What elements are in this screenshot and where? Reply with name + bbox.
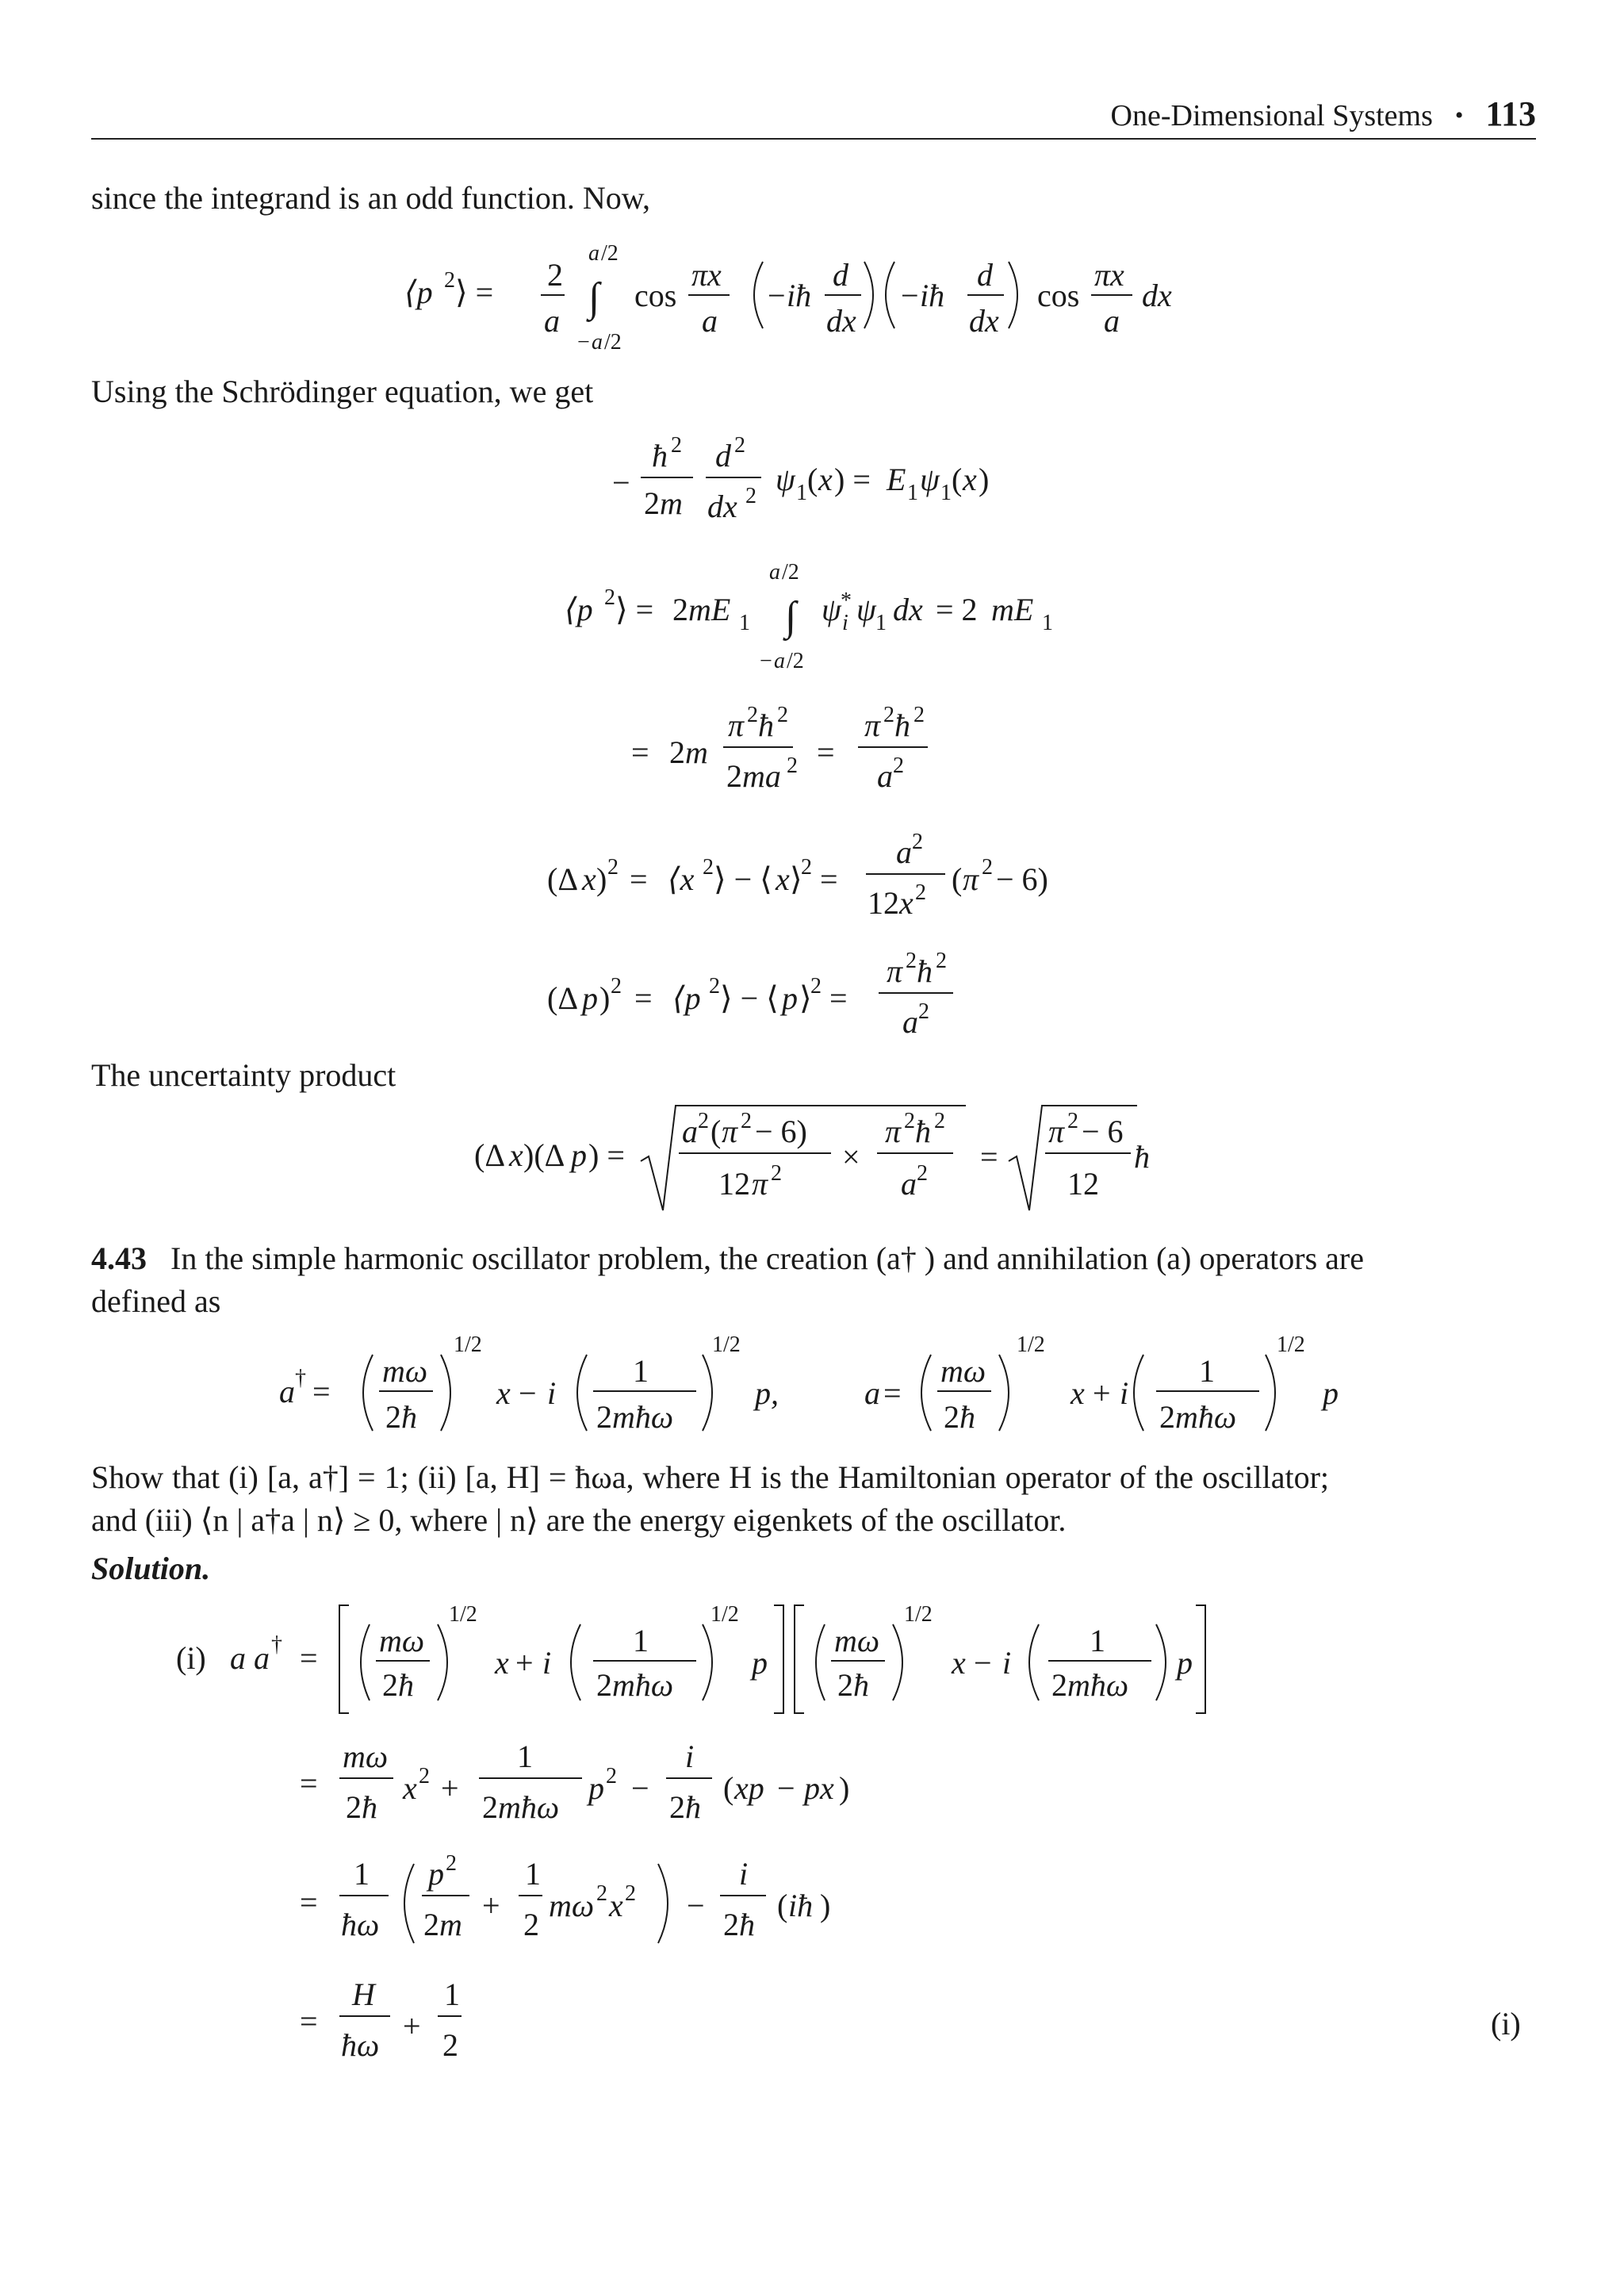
svg-text:2: 2 (703, 855, 714, 880)
problem-number: 4.43 (91, 1240, 147, 1276)
svg-text:2: 2 (596, 1399, 612, 1435)
intro-line: since the integrand is an odd function. Now, (91, 180, 651, 216)
svg-text:2: 2 (644, 485, 660, 521)
svg-text:+: + (1093, 1375, 1111, 1411)
show-that-statement (91, 1456, 1536, 1542)
equation-tag-i: (i) (1491, 2006, 1521, 2042)
svg-text:2: 2 (747, 703, 758, 727)
svg-text:(: ( (777, 1888, 788, 1923)
svg-text:a: a (592, 330, 603, 355)
svg-text:m: m (660, 485, 683, 521)
svg-text:π: π (722, 1114, 738, 1149)
svg-text:(: ( (952, 462, 963, 497)
svg-text:πx: πx (691, 257, 722, 293)
svg-text:=: = (829, 980, 848, 1016)
svg-text:): ) (596, 861, 607, 897)
svg-text:π: π (1048, 1114, 1065, 1149)
svg-text:∫: ∫ (785, 594, 797, 639)
svg-text:⟨p: ⟨p (565, 592, 593, 627)
svg-text:ħ: ħ (915, 1114, 931, 1149)
svg-text:×: × (842, 1139, 860, 1175)
svg-text:∫: ∫ (588, 275, 600, 320)
svg-text:a a: a a (230, 1640, 270, 1676)
svg-text:1: 1 (1042, 611, 1053, 635)
svg-text:1: 1 (517, 1739, 533, 1774)
svg-text:d: d (833, 257, 848, 293)
svg-text:1/2: 1/2 (712, 1332, 741, 1357)
svg-text:a: a (1104, 303, 1120, 339)
svg-text:⟩ =: ⟩ = (615, 592, 654, 627)
svg-text:12: 12 (868, 885, 899, 921)
svg-text:ħω: ħω (341, 1907, 380, 1942)
svg-text:p,: p, (755, 1375, 779, 1411)
svg-text:2: 2 (883, 703, 894, 727)
svg-text:π: π (885, 1114, 902, 1149)
svg-text:−: − (519, 1375, 537, 1411)
equation-p2-result (0, 698, 1624, 809)
svg-text:a: a (769, 560, 780, 585)
svg-text:2: 2 (726, 758, 742, 794)
svg-text:1: 1 (633, 1623, 649, 1658)
svg-text:2: 2 (596, 1881, 607, 1906)
svg-text:2: 2 (745, 484, 756, 508)
svg-text:=: = (300, 2003, 318, 2039)
svg-text:1: 1 (633, 1353, 649, 1389)
equation-solution-line-4 (0, 1964, 1624, 2075)
svg-text:1: 1 (739, 611, 750, 635)
svg-text:2: 2 (1051, 1667, 1067, 1703)
svg-text:dx: dx (1142, 278, 1172, 313)
svg-text:π: π (864, 707, 881, 743)
svg-text:2: 2 (611, 974, 622, 999)
svg-text:2: 2 (385, 1399, 401, 1435)
svg-text:i: i (542, 1645, 552, 1681)
svg-text:2: 2 (671, 433, 682, 458)
svg-text:+: + (482, 1888, 500, 1923)
svg-text:1: 1 (354, 1856, 370, 1892)
svg-text:x: x (818, 462, 833, 497)
svg-text:⟨p: ⟨p (404, 274, 433, 310)
svg-text:ħ: ħ (362, 1789, 377, 1825)
equation-schrodinger (0, 428, 1624, 539)
svg-text:(Δ: (Δ (547, 861, 579, 897)
using-line: Using the Schrödinger equation, we get (91, 374, 594, 409)
svg-text:ma: ma (742, 758, 781, 794)
svg-text:p: p (582, 980, 598, 1016)
svg-text:a: a (902, 1004, 918, 1040)
svg-text:2: 2 (596, 1667, 612, 1703)
svg-text:d: d (715, 438, 731, 473)
svg-text:2: 2 (917, 1161, 928, 1186)
svg-text:x: x (582, 861, 596, 897)
svg-text:1: 1 (907, 481, 918, 505)
svg-text:2: 2 (482, 1789, 498, 1825)
svg-text:x: x (1071, 1375, 1085, 1411)
svg-text:i: i (842, 611, 848, 635)
svg-text:) =: ) = (588, 1137, 625, 1173)
svg-text:ħ: ħ (1134, 1139, 1150, 1175)
svg-text:p: p (428, 1856, 444, 1892)
svg-text:=: = (817, 734, 835, 770)
svg-text:mħω: mħω (612, 1667, 674, 1703)
svg-text:a: a (774, 649, 785, 673)
svg-text:): ) (839, 1770, 850, 1806)
svg-text:p: p (752, 1645, 768, 1681)
svg-text:a: a (901, 1166, 917, 1202)
svg-text:2: 2 (914, 703, 925, 727)
svg-text:−: − (974, 1645, 992, 1681)
svg-text:a: a (864, 1375, 880, 1411)
svg-text:/2: /2 (782, 560, 799, 585)
svg-text:E: E (887, 462, 906, 497)
svg-text:=: = (300, 1640, 318, 1676)
svg-text:−: − (612, 465, 630, 500)
svg-text:(: ( (723, 1770, 734, 1806)
svg-text:=: = (883, 1375, 902, 1411)
equation-delta-x (0, 825, 1624, 936)
svg-text:⟩ − ⟨: ⟩ − ⟨ (720, 980, 779, 1016)
svg-text:mω: mω (940, 1353, 986, 1389)
svg-text:2: 2 (669, 734, 685, 770)
svg-text:2: 2 (918, 999, 929, 1024)
svg-text:2: 2 (787, 753, 798, 778)
svg-text:2: 2 (723, 1907, 739, 1942)
svg-text:(: ( (807, 462, 818, 497)
svg-text:ψ: ψ (776, 462, 795, 497)
svg-text:1: 1 (875, 611, 887, 635)
bullet-separator: • (1454, 102, 1464, 128)
svg-text:px: px (804, 1770, 834, 1806)
svg-text:−: − (577, 330, 590, 355)
svg-text:2: 2 (982, 855, 993, 880)
svg-text:=: = (630, 861, 648, 897)
svg-text:2: 2 (423, 1907, 439, 1942)
svg-text:=: = (980, 1139, 998, 1175)
svg-text:) =: ) = (834, 462, 871, 497)
svg-text:ħ: ħ (652, 438, 668, 473)
svg-text:iħ: iħ (920, 278, 945, 313)
solution-label: Solution. (91, 1551, 211, 1586)
svg-text:2: 2 (934, 1109, 945, 1133)
svg-text:mE: mE (991, 592, 1034, 627)
svg-text:i: i (685, 1739, 695, 1774)
problem-statement (91, 1237, 1536, 1323)
svg-text:mħω: mħω (1067, 1667, 1129, 1703)
svg-text:2: 2 (1159, 1399, 1175, 1435)
svg-text:mω: mω (549, 1888, 595, 1923)
svg-text:⟩: ⟩ (799, 980, 812, 1016)
svg-text:π: π (728, 707, 745, 743)
svg-text:x: x (495, 1645, 509, 1681)
svg-text:i: i (1002, 1645, 1012, 1681)
svg-text:= 2: = 2 (936, 592, 978, 627)
svg-text:ħ: ħ (853, 1667, 869, 1703)
svg-text:1: 1 (1199, 1353, 1215, 1389)
svg-text:=: = (820, 861, 838, 897)
svg-text:iħ: iħ (787, 278, 812, 313)
svg-text:2: 2 (709, 974, 720, 999)
svg-text:1: 1 (1090, 1623, 1105, 1658)
equation-p2-energy (0, 555, 1624, 674)
svg-text:ħ: ħ (685, 1789, 701, 1825)
svg-text:mħω: mħω (612, 1399, 674, 1435)
svg-text:p: p (588, 1770, 604, 1806)
svg-text:1: 1 (796, 481, 807, 505)
svg-text:+: + (441, 1770, 459, 1806)
svg-text:−: − (760, 649, 772, 673)
svg-text:⟩: ⟩ (790, 861, 802, 897)
running-title: One-Dimensional Systems (1110, 99, 1433, 132)
svg-text:*: * (841, 589, 852, 613)
svg-text:ψ: ψ (822, 592, 841, 627)
svg-text:⟩ =: ⟩ = (455, 274, 494, 310)
svg-text:2: 2 (672, 592, 688, 627)
svg-text:− 6: − 6 (1082, 1114, 1124, 1149)
svg-text:dx: dx (826, 303, 856, 339)
svg-text:2: 2 (382, 1667, 398, 1703)
svg-text:mω: mω (379, 1623, 425, 1658)
svg-text:(: ( (710, 1114, 722, 1149)
svg-text:ħ: ħ (739, 1907, 755, 1942)
svg-text:(: ( (952, 861, 963, 897)
svg-text:2: 2 (419, 1764, 430, 1789)
page-number: 113 (1485, 94, 1536, 133)
svg-text:m: m (685, 734, 708, 770)
svg-text:)(Δ: )(Δ (523, 1137, 565, 1173)
svg-text:+: + (403, 2008, 421, 2044)
svg-text:−: − (901, 278, 919, 313)
svg-text:dx: dx (969, 303, 999, 339)
svg-text:2: 2 (547, 257, 563, 293)
svg-text:a: a (896, 834, 912, 870)
svg-text:2: 2 (523, 1907, 539, 1942)
svg-text:a: a (544, 303, 560, 339)
svg-text:πx: πx (1094, 257, 1124, 293)
svg-text:⟨x: ⟨x (668, 861, 695, 897)
running-header (91, 89, 1536, 140)
svg-text:ħ: ħ (959, 1399, 975, 1435)
svg-text:ħ: ħ (398, 1667, 414, 1703)
svg-text:a: a (279, 1374, 295, 1409)
svg-text:1/2: 1/2 (1017, 1332, 1045, 1357)
svg-text:x: x (609, 1888, 623, 1923)
svg-text:dx: dx (893, 592, 923, 627)
svg-text:2: 2 (442, 2027, 458, 2063)
svg-text:mω: mω (834, 1623, 880, 1658)
equation-solution-line-1 (0, 1594, 1624, 1729)
svg-text:d: d (977, 257, 993, 293)
svg-text:H: H (352, 1976, 375, 2012)
svg-text:=: = (634, 980, 653, 1016)
svg-text:x: x (963, 462, 977, 497)
svg-text:2: 2 (734, 433, 745, 458)
problem-text-1: In the simple harmonic oscillator problem, the creation (a† ) and annihilation (a) operators are (170, 1240, 1364, 1276)
svg-text:ψ: ψ (920, 462, 940, 497)
svg-text:2: 2 (346, 1789, 362, 1825)
svg-text:=: = (300, 1766, 318, 1801)
svg-text:dx: dx (707, 489, 737, 524)
svg-text:⟩ − ⟨: ⟩ − ⟨ (714, 861, 772, 897)
svg-text:p: p (782, 980, 798, 1016)
svg-text:(i): (i) (176, 1640, 206, 1676)
svg-text:a: a (588, 241, 599, 266)
svg-text:π: π (752, 1166, 768, 1202)
svg-text:ħ: ħ (917, 953, 933, 989)
svg-text:p: p (571, 1137, 587, 1173)
svg-text:p: p (1323, 1375, 1339, 1411)
svg-text:2: 2 (936, 949, 947, 973)
svg-text:m: m (439, 1907, 462, 1942)
svg-text:i: i (1120, 1375, 1129, 1411)
svg-text:2: 2 (1067, 1109, 1078, 1133)
svg-text:−: − (687, 1888, 705, 1923)
svg-text:1: 1 (525, 1856, 541, 1892)
svg-text:2: 2 (915, 880, 926, 905)
equation-solution-line-3 (0, 1840, 1624, 1959)
svg-text:1: 1 (940, 481, 952, 505)
svg-text:2: 2 (607, 855, 619, 880)
svg-text:/2: /2 (601, 241, 619, 266)
svg-text:−: − (768, 278, 786, 313)
svg-text:1/2: 1/2 (1277, 1332, 1305, 1357)
svg-text:a: a (877, 758, 893, 794)
svg-text:+: + (515, 1645, 534, 1681)
svg-text:ħ: ħ (401, 1399, 417, 1435)
svg-text:1/2: 1/2 (449, 1602, 477, 1627)
svg-text:2: 2 (771, 1161, 782, 1186)
equation-p2-integral (0, 238, 1624, 357)
svg-text:ħω: ħω (341, 2027, 380, 2063)
svg-text:π: π (887, 953, 903, 989)
svg-text:− 6): − 6) (755, 1114, 807, 1149)
svg-text:†: † (271, 1632, 282, 1657)
svg-text:cos: cos (1037, 278, 1080, 313)
svg-text:x: x (952, 1645, 966, 1681)
svg-text:x: x (509, 1137, 523, 1173)
svg-text:12: 12 (718, 1166, 750, 1202)
svg-text:mω: mω (343, 1739, 389, 1774)
svg-text:x: x (899, 885, 914, 921)
svg-text:2: 2 (801, 855, 812, 880)
show-line-1: Show that (i) [a, a†] = 1; (ii) [a, H] = ħωa, where H is the Hamiltonian operator of the oscillator; (91, 1459, 1329, 1495)
svg-text:ħ: ħ (758, 707, 774, 743)
svg-text:mω: mω (382, 1353, 428, 1389)
svg-text:2: 2 (698, 1109, 709, 1133)
svg-text:iħ: iħ (788, 1888, 814, 1923)
svg-text:2: 2 (837, 1667, 853, 1703)
svg-text:1/2: 1/2 (904, 1602, 933, 1627)
svg-text:a: a (702, 303, 718, 339)
svg-text:−: − (777, 1770, 795, 1806)
equation-ladder-operators (0, 1332, 1624, 1451)
svg-text:2: 2 (912, 830, 923, 854)
svg-text:2: 2 (604, 585, 615, 610)
svg-text:ψ: ψ (856, 592, 876, 627)
problem-text-2: defined as (91, 1283, 221, 1319)
svg-text:2: 2 (606, 1764, 617, 1789)
svg-text:2: 2 (904, 1109, 915, 1133)
equation-delta-p (0, 944, 1624, 1055)
svg-text:2: 2 (893, 753, 904, 778)
svg-text:2: 2 (625, 1881, 636, 1906)
svg-text:/2: /2 (787, 649, 804, 673)
svg-text:ħ: ħ (894, 707, 910, 743)
svg-text:mE: mE (688, 592, 731, 627)
svg-text:/2: /2 (604, 330, 622, 355)
svg-text:x: x (496, 1375, 511, 1411)
svg-text:12: 12 (1067, 1166, 1099, 1202)
svg-text:x: x (776, 861, 790, 897)
svg-text:π: π (963, 861, 979, 897)
svg-text:): ) (820, 1888, 831, 1923)
svg-text:−: − (631, 1770, 649, 1806)
svg-text:2: 2 (944, 1399, 959, 1435)
svg-text:2: 2 (444, 268, 455, 293)
svg-text:2: 2 (669, 1789, 685, 1825)
svg-text:): ) (599, 980, 611, 1016)
svg-text:xp: xp (734, 1770, 764, 1806)
svg-text:i: i (547, 1375, 557, 1411)
svg-text:1/2: 1/2 (454, 1332, 482, 1357)
svg-text:2: 2 (906, 949, 917, 973)
svg-text:=: = (312, 1374, 331, 1409)
svg-text:cos: cos (634, 278, 677, 313)
svg-text:=: = (631, 734, 649, 770)
equation-solution-line-2 (0, 1729, 1624, 1840)
svg-text:i: i (739, 1856, 749, 1892)
svg-text:x: x (403, 1770, 417, 1806)
show-line-2: and (iii) ⟨n | a†a | n⟩ ≥ 0, where | n⟩ are the energy eigenkets of the oscillator. (91, 1502, 1067, 1538)
svg-text:2: 2 (810, 974, 822, 999)
svg-text:2: 2 (446, 1851, 457, 1876)
svg-text:): ) (979, 462, 990, 497)
svg-text:=: = (300, 1884, 318, 1920)
svg-text:1/2: 1/2 (710, 1602, 739, 1627)
svg-text:⟨p: ⟨p (672, 980, 701, 1016)
equation-uncertainty-product (0, 1095, 1624, 1221)
svg-text:a: a (682, 1114, 698, 1149)
svg-text:mħω: mħω (498, 1789, 560, 1825)
svg-text:2: 2 (777, 703, 788, 727)
svg-text:†: † (295, 1366, 306, 1390)
svg-text:p: p (1177, 1645, 1193, 1681)
svg-text:− 6): − 6) (996, 861, 1048, 897)
running-head (1111, 94, 1536, 134)
svg-text:(Δ: (Δ (547, 980, 579, 1016)
svg-text:1: 1 (444, 1976, 460, 2012)
svg-text:mħω: mħω (1175, 1399, 1237, 1435)
uncertainty-line: The uncertainty product (91, 1057, 396, 1093)
svg-text:(Δ: (Δ (474, 1137, 506, 1173)
svg-text:2: 2 (741, 1109, 752, 1133)
